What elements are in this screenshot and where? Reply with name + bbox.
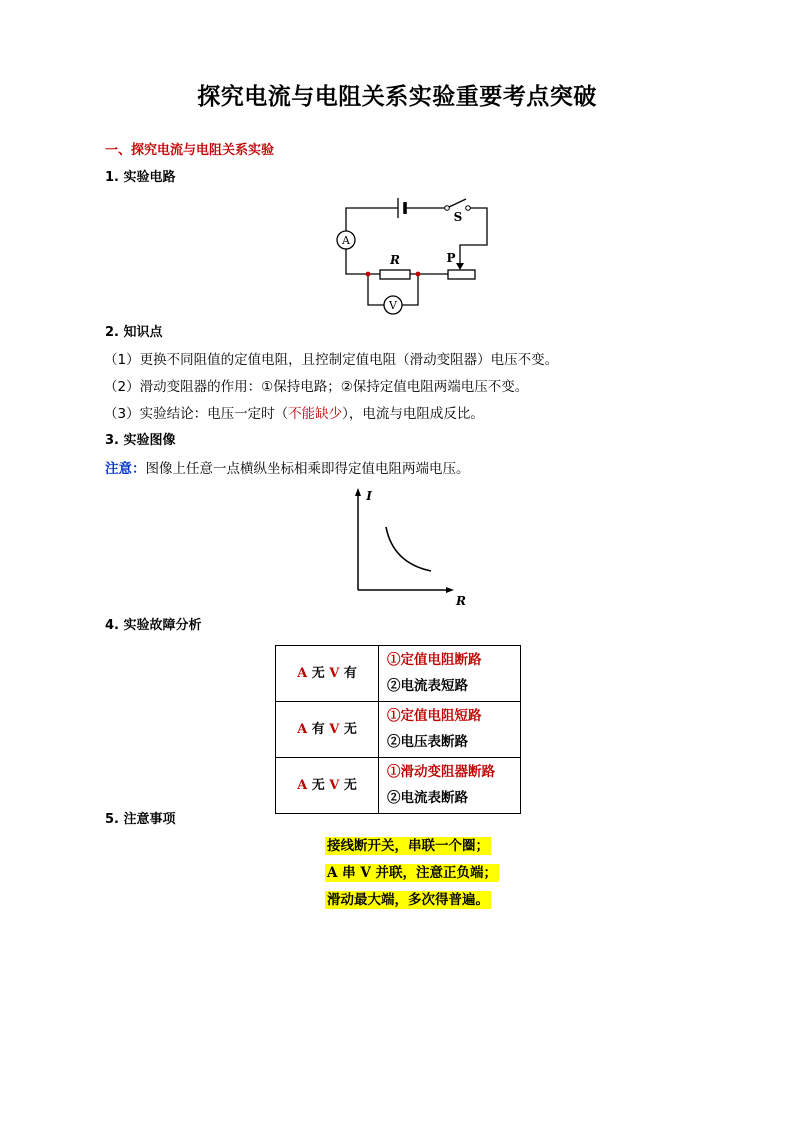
ammeter-letter: A [297, 777, 308, 793]
primary-cause: ①滑动变阻器断路 [387, 764, 495, 780]
mnemonic-line-2: A 串 V 并联，注意正负端； [327, 865, 498, 881]
knowledge-heading: 2. 知识点 [105, 325, 163, 340]
graph-heading: 3. 实验图像 [105, 433, 176, 448]
secondary-cause: ②电流表断路 [387, 790, 468, 806]
fault-condition [276, 758, 379, 814]
secondary-cause: ②电压表断路 [387, 734, 468, 750]
x-axis-label: R [456, 594, 466, 608]
ammeter-letter: A [297, 721, 308, 737]
x-axis-arrow-icon [446, 587, 454, 593]
ammeter-label: A [342, 234, 350, 247]
table-row [276, 702, 521, 758]
slider-wire [460, 208, 487, 265]
voltmeter-letter: V [329, 721, 340, 737]
ammeter-state: 有 [311, 721, 325, 737]
inverse-curve [386, 527, 431, 571]
fault-causes [379, 758, 521, 814]
voltmeter-letter: V [329, 665, 340, 681]
voltmeter-label: V [389, 299, 397, 312]
junction-dot-right [416, 272, 421, 277]
note-text: 图像上任意一点横纵坐标相乘即得定值电阻两端电压。 [145, 461, 470, 477]
point-3-prefix: （3）实验结论：电压一定时（ [104, 406, 289, 422]
table-row [276, 758, 521, 814]
fault-analysis-table [275, 645, 521, 814]
junction-dot-left [366, 272, 371, 277]
switch-blade [449, 199, 466, 207]
rheostat-symbol [448, 270, 475, 279]
note-label: 注意： [105, 461, 146, 477]
notes-heading: 5. 注意事项 [105, 812, 176, 827]
current-resistance-graph [345, 485, 475, 610]
voltmeter-letter: V [329, 777, 340, 793]
circuit-diagram [330, 190, 500, 325]
ammeter-letter: A [297, 665, 308, 681]
knowledge-point-2: （2）滑动变阻器的作用：①保持电路；②保持定值电阻两端电压不变。 [104, 379, 529, 395]
ammeter-state: 无 [311, 777, 325, 793]
circuit-heading: 1. 实验电路 [105, 170, 176, 185]
fault-heading: 4. 实验故障分析 [105, 618, 202, 633]
primary-cause: ①定值电阻短路 [387, 708, 482, 724]
voltmeter-state: 有 [343, 665, 357, 681]
y-axis-label: I [366, 489, 372, 503]
graph-note [105, 460, 470, 478]
point-3-suffix: ），电流与电阻成反比。 [342, 406, 484, 422]
switch-label: S [453, 210, 463, 224]
fault-causes [379, 646, 521, 702]
voltmeter-state: 无 [343, 777, 357, 793]
point-3-emphasis: 不能缺少 [288, 406, 343, 422]
y-axis-arrow-icon [355, 488, 361, 496]
section-heading: 一、探究电流与电阻关系实验 [105, 143, 275, 158]
switch-terminal-left [445, 206, 450, 211]
ammeter-state: 无 [311, 665, 325, 681]
fault-causes [379, 702, 521, 758]
page-title: 探究电流与电阻关系实验重要考点突破 [197, 83, 597, 110]
knowledge-point-3 [104, 405, 484, 423]
resistor-label: R [390, 253, 400, 267]
fault-condition [276, 646, 379, 702]
mnemonic-line-3: 滑动最大端，多次得普遍。 [327, 892, 489, 908]
fault-condition [276, 702, 379, 758]
mnemonic-line-1: 接线断开关，串联一个圈； [327, 838, 489, 854]
primary-cause: ①定值电阻断路 [387, 652, 482, 668]
slider-label: P [446, 251, 456, 265]
slider-arrow-icon [456, 263, 464, 270]
knowledge-point-1: （1）更换不同阻值的定值电阻，且控制定值电阻（滑动变阻器）电压不变。 [104, 352, 559, 368]
switch-terminal-right [466, 206, 471, 211]
voltmeter-state: 无 [343, 721, 357, 737]
secondary-cause: ②电流表短路 [387, 678, 468, 694]
table-row [276, 646, 521, 702]
resistor-symbol [380, 270, 410, 279]
